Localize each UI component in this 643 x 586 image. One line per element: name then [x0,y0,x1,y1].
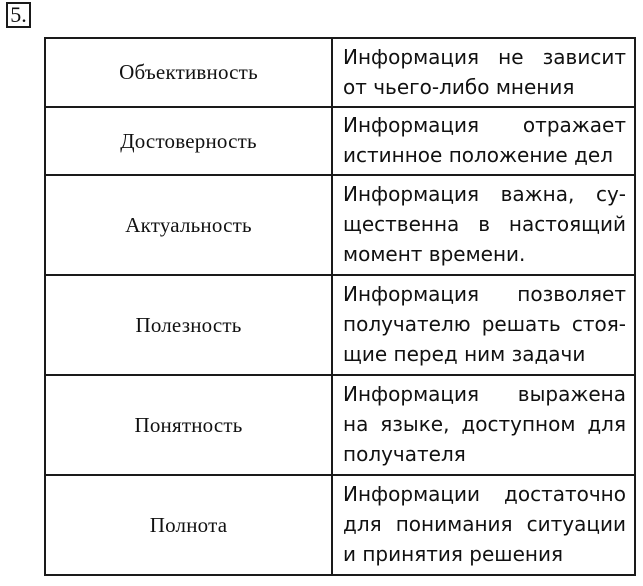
description-line: истинное положение дел [343,143,613,167]
description-line: для понимания ситуации [343,512,626,536]
table-row [45,475,635,575]
description-line: и принятия решения [343,542,563,566]
description-line: щественна в настоящий [343,212,626,236]
property-term: Достоверность [45,107,332,175]
table-row [45,107,635,175]
description-line: Информация не зависит [343,44,626,69]
description-line: от чьего-либо мнения [343,74,575,99]
property-term: Понятность [45,375,332,475]
property-description [332,375,635,475]
description-line: момент времени. [343,242,526,266]
property-term: Объективность [45,38,332,107]
property-term: Актуальность [45,175,332,275]
description-line: получателю решать стоя- [343,312,626,336]
property-description [332,107,635,175]
property-term: Полнота [45,475,332,575]
description-line: Информация важна, су- [343,182,626,206]
property-description [332,175,635,275]
task-number: 5. [6,2,31,28]
description-line: щие перед ним задачи [343,342,586,366]
table-row [45,175,635,275]
description-line: получателя [343,442,466,466]
description-line: Информация отражает [343,113,626,137]
property-term: Полезность [45,275,332,375]
description-line: Информации достаточно [343,482,626,506]
property-description [332,38,635,107]
table-row [45,375,635,475]
description-line: Информация выражена [343,382,626,406]
property-description [332,475,635,575]
table-row [45,275,635,375]
property-description [332,275,635,375]
description-line: Информация позволяет [343,282,626,306]
description-line: на языке, доступном для [343,412,626,436]
table-row [45,38,635,107]
properties-table [44,37,636,576]
